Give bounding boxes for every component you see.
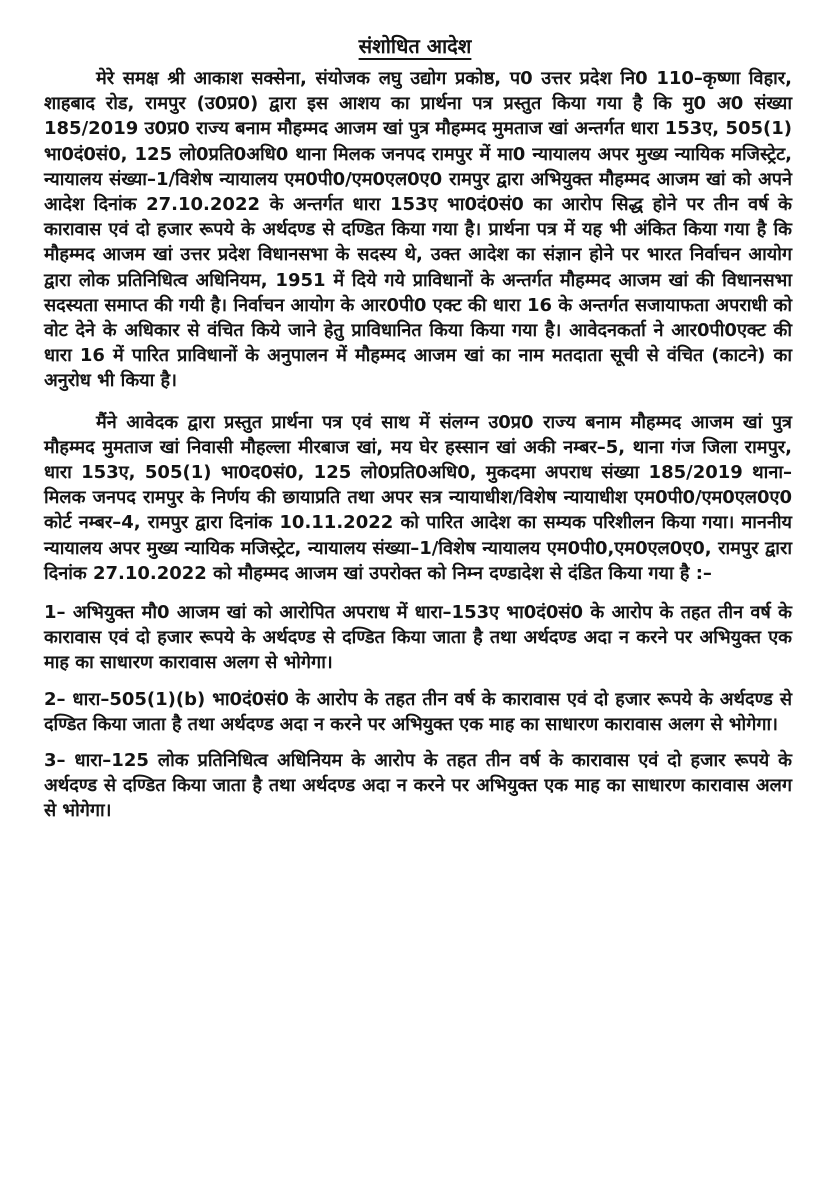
paragraph-application: मेरे समक्ष श्री आकाश सक्सेना, संयोजक लघु उद्योग प्रकोष्ठ, प0 उत्तर प्रदेश नि0 110–कृष्णा विहार, शाहबाद रोड, रामपुर (उ0प्र0) द्वारा इस आशय का प्रार्थना पत्र प्रस्तुत किया गया है कि मु0 अ0 संख्या 185/2019 उ0प्र0 राज्य बनाम मौहम्मद आजम खां पुत्र मौहम्मद मुमताज खां अन्तर्गत धारा 153ए, 505(1) भा0दं0सं0, 125 लो0प्रति0अधि0 थाना मिलक जनपद रामपुर में मा0 न्यायालय अपर मुख्य न्यायिक मजिस्ट्रेट, न्यायालय संख्या–1/विशेष न्यायालय एम0पी0/एम0एल0ए0 रामपुर द्वारा अभियुक्त मौहम्मद आजम खां को अपने आदेश दिनांक 27.10.2022 के अन्तर्गत धारा 153ए भा0दं0सं0 का आरोप सिद्ध होने पर तीन वर्ष के कारावास एवं दो हजार रूपये के अर्थदण्ड से दण्डित किया गया है। प्रार्थना पत्र में यह भी अंकित किया गया है कि मौहम्मद आजम खां उत्तर प्रदेश विधानसभा के सदस्य थे, उक्त आदेश का संज्ञान होने पर भारत निर्वाचन आयोग द्वारा लोक प्रतिनिधित्व अधिनियम, 1951 में दिये गये प्राविधानों के अन्तर्गत मौहम्मद आजम खां की विधानसभा सदस्यता समाप्त की गयी है। निर्वाचन आयोग के आर0पी0 एक्ट की धारा 16 के अन्तर्गत सजायाफता अपराधी को वोट देने के अधिकार से वंचित किये जाने हेतु प्राविधानित किया किया गया है। आवेदनकर्ता ने आर0पी0एक्ट की धारा 16 में पारित प्राविधानों के अनुपालन में मौहम्मद आजम खां का नाम मतदाता सूची से वंचित (काटने) का अनुरोध भी किया है। xyxy=(44,68,792,392)
document-title xyxy=(0,32,830,60)
document-body xyxy=(44,66,792,835)
sentence-item-2: 2– धारा–505(1)(b) भा0दं0सं0 के आरोप के तहत तीन वर्ष के कारावास एवं दो हजार रूपये के अर्थदण्ड से दण्डित किया जाता है तथा अर्थदण्ड अदा न करने पर अभियुक्त एक माह का साधारण कारावास अलग से भोगेगा। xyxy=(44,688,792,735)
document-title-text: संशोधित आदेश xyxy=(358,34,472,58)
sentence-item-3: 3– धारा–125 लोक प्रतिनिधित्व अधिनियम के आरोप के तहत तीन वर्ष के कारावास एवं दो हजार रूपये के अर्थदण्ड से दण्डित किया जाता है तथा अर्थदण्ड अदा न करने पर अभियुक्त एक माह का साधारण कारावास अलग से भोगेगा। xyxy=(44,750,792,822)
paragraph-review: मैंने आवेदक द्वारा प्रस्तुत प्रार्थना पत्र एवं साथ में संलग्न उ0प्र0 राज्य बनाम मौहम्मद आजम खां पुत्र मौहम्मद मुमताज खां निवासी मौहल्ला मीरबाज खां, मय घेर हस्सान खां अकी नम्बर–5, थाना गंज जिला रामपुर, धारा 153ए, 505(1) भा0द0सं0, 125 लो0प्रति0अधि0, मुकदमा अपराध संख्या 185/2019 थाना–मिलक जनपद रामपुर के निर्णय की छायाप्रति तथा अपर सत्र न्यायाधीश/विशेष न्यायाधीश एम0पी0/एम0एल0ए0 कोर्ट नम्बर–4, रामपुर द्वारा दिनांक 10.11.2022 को पारित आदेश का सम्यक परिशीलन किया गया। माननीय न्यायालय अपर मुख्य न्यायिक मजिस्ट्रेट, न्यायालय संख्या–1/विशेष न्यायालय एम0पी0,एम0एल0ए0, रामपुर द्वारा दिनांक 27.10.2022 को मौहम्मद आजम खां उपरोक्त को निम्न दण्डादेश से दंडित किया गया है :– xyxy=(44,411,792,584)
sentence-item-1: 1– अभियुक्त मौ0 आजम खां को आरोपित अपराध में धारा–153ए भा0दं0सं0 के आरोप के तहत तीन वर्ष के कारावास एवं दो हजार रूपये के अर्थदण्ड से दण्डित किया जाता है तथा अर्थदण्ड अदा न करने पर अभियुक्त एक माह का साधारण कारावास अलग से भोगेगा। xyxy=(44,602,792,674)
